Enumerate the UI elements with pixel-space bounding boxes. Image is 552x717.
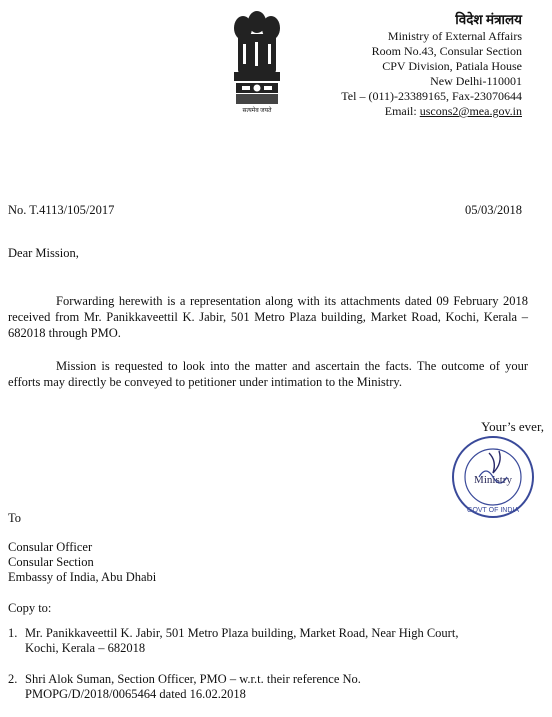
stamp-ring-text: GOVT OF INDIA [467, 507, 519, 514]
header-line: Ministry of External Affairs [387, 29, 522, 43]
copy-item-number: 1. [8, 626, 18, 640]
letter-date: 05/03/2018 [465, 203, 522, 217]
copy-item-line: Kochi, Kerala – 682018 [25, 641, 146, 655]
copy-item-line: PMOPG/D/2018/0065464 dated 16.02.2018 [25, 687, 246, 701]
official-stamp-icon [449, 433, 537, 521]
addressee-block [8, 540, 156, 585]
copy-item-number: 2. [8, 672, 18, 686]
copy-item-line: Shri Alok Suman, Section Officer, PMO – w.r.t. their reference No. [25, 672, 361, 686]
email-link[interactable]: uscons2@mea.gov.in [419, 104, 522, 118]
header-line: CPV Division, Patiala House [382, 59, 522, 73]
addressee-line: Consular Officer [8, 540, 93, 554]
body-paragraph: Forwarding herewith is a representation along with its attachments dated 09 February 2018 received from Mr. Panikkaveettil K. Jabir, 501 Metro Plaza building, Market Road, Kochi, Kerala – 682018 through PMO. [8, 294, 528, 340]
emblem-motto: सत्यमेव जयते [242, 108, 272, 114]
copy-item-line: Mr. Panikkaveettil K. Jabir, 501 Metro Plaza building, Market Road, Near High Court, [25, 626, 459, 640]
copy-to-item [8, 672, 528, 702]
copy-to-label: Copy to: [8, 601, 52, 615]
header-email-line [341, 104, 522, 119]
email-label: Email: [384, 104, 420, 118]
body-paragraph: Mission is requested to look into the matter and ascertain the facts. The outcome of your efforts may directly be conveyed to petitioner under intimation to the Ministry. [8, 359, 528, 389]
ministry-hindi-title: विदेश मंत्रालय [455, 12, 522, 27]
reference-number: No. T.4113/105/2017 [8, 203, 115, 217]
letterhead-address [341, 12, 522, 119]
to-label: To [8, 511, 22, 525]
header-line: New Delhi-110001 [430, 74, 522, 88]
national-emblem-icon [228, 4, 286, 120]
stamp-text: Ministry [474, 474, 512, 486]
header-line: Room No.43, Consular Section [371, 44, 522, 58]
addressee-line: Consular Section [8, 555, 94, 569]
copy-to-item [8, 626, 528, 656]
salutation: Dear Mission, [8, 246, 79, 260]
closing: Your’s ever, [481, 419, 544, 434]
header-line: Tel – (011)-23389165, Fax-23070644 [341, 89, 522, 103]
addressee-line: Embassy of India, Abu Dhabi [8, 570, 157, 584]
